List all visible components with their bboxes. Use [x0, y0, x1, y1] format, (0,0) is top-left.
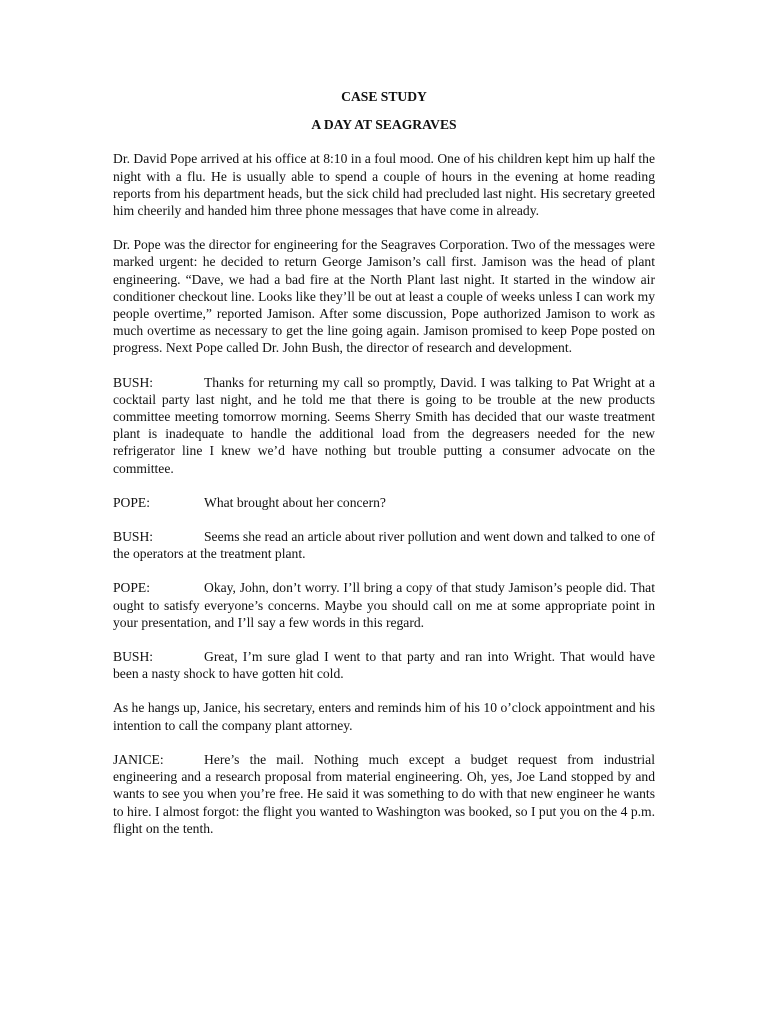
- speaker-label: JANICE:: [113, 751, 164, 767]
- dialogue-paragraph: [113, 494, 655, 511]
- paragraph-text: Here’s the mail. Nothing much except a budget request from industrial engineering and a research proposal from material engineering. Oh, yes, Joe Land stopped by and wants to see you when you’re free. He said it was something to do with that new engineer he wants to hire. I almost forgot: the flight you wanted to Washington was booked, so I put you on the 4 p.m. flight on the tenth.: [113, 751, 655, 836]
- dialogue-paragraph: [113, 751, 655, 837]
- paragraph-text: Dr. David Pope arrived at his office at 8:10 in a foul mood. One of his children kept him up half the night with a flu. He is usually able to spend a couple of hours in the evening at home reading reports from his department heads, but the sick child had precluded last night. His secretary greeted him cheerily and handed him three phone messages that have come in already.: [113, 151, 655, 219]
- speaker-label: POPE:: [113, 580, 151, 596]
- paragraph-text: Seems she read an article about river pollution and went down and talked to one of the operators at the treatment plant.: [113, 529, 655, 562]
- speaker-label: BUSH:: [113, 374, 154, 390]
- paragraph-text: Dr. Pope was the director for engineering for the Seagraves Corporation. Two of the messages were marked urgent: he decided to return George Jamison’s call first. Jamison was the head of plant engineering. “Dave, we had a bad fire at the North Plant last night. It started in the window air conditioner checkout line. Looks like they’ll be out at least a couple of weeks unless I can work my people overtime,” reported Jamison. After some discussion, Pope authorized Jamison to work as much overtime as necessary to get the line going again. Jamison promised to keep Pope posted on progress. Next Pope called Dr. John Bush, the director of research and development.: [113, 237, 655, 356]
- narrative-paragraph: [113, 236, 655, 356]
- narrative-paragraph: [113, 150, 655, 219]
- dialogue-paragraph: [113, 374, 655, 477]
- dialogue-paragraph: [113, 648, 655, 682]
- dialogue-paragraph: [113, 579, 655, 631]
- paragraph-text: Thanks for returning my call so promptly, David. I was talking to Pat Wright at a cocktail party last night, and he told me that there is going to be trouble at the new products committee meeting tomorrow morning. Seems Sherry Smith has decided that our waste treatment plant is inadequate to handle the additional load from the degreasers needed for the new refrigerator line I knew we’d have nothing but trouble putting a consumer advocate on the committee.: [113, 374, 655, 476]
- paragraph-text: Great, I’m sure glad I went to that party and ran into Wright. That would have been a nasty shock to have gotten hit cold.: [113, 649, 655, 682]
- document-title: CASE STUDY: [341, 89, 427, 104]
- speaker-label: BUSH:: [113, 649, 154, 665]
- paragraph-text: As he hangs up, Janice, his secretary, enters and reminds him of his 10 o’clock appointment and his intention to call the company plant attorney.: [113, 700, 655, 733]
- narrative-paragraph: [113, 699, 655, 733]
- document-subtitle: A DAY AT SEAGRAVES: [311, 117, 457, 133]
- document-page: [113, 88, 655, 837]
- speaker-label: BUSH:: [113, 529, 154, 545]
- paragraph-text: What brought about her concern?: [204, 494, 386, 510]
- dialogue-paragraph: [113, 528, 655, 562]
- speaker-label: POPE:: [113, 494, 151, 510]
- paragraph-text: Okay, John, don’t worry. I’ll bring a copy of that study Jamison’s people did. That ought to satisfy everyone’s concerns. Maybe you should call on me at some appropriate point in your presentation, and I’ll say a few words in this regard.: [113, 580, 655, 630]
- document-body: [113, 150, 655, 837]
